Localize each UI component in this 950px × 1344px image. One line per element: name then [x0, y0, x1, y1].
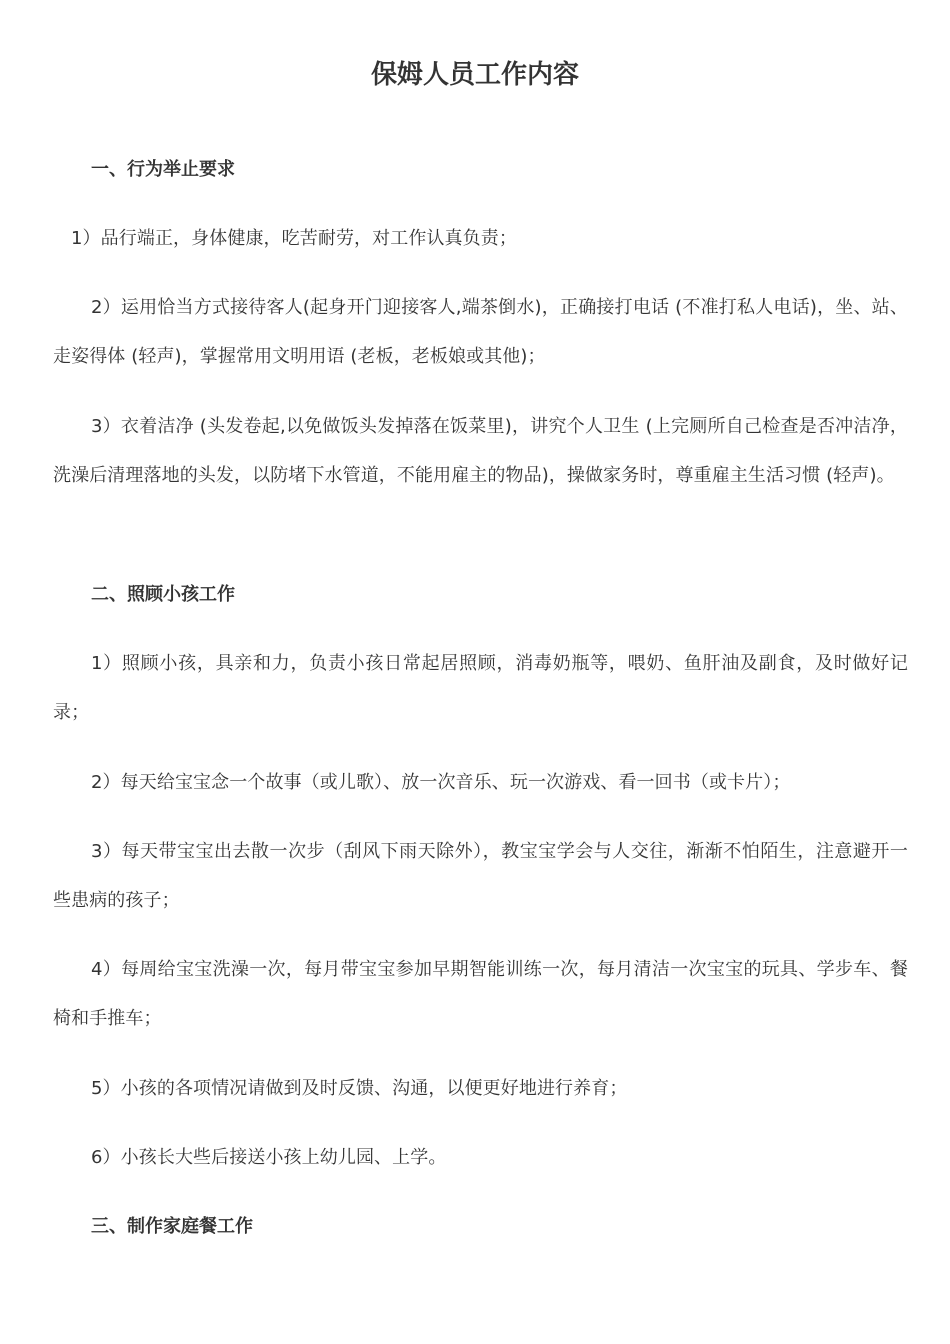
- list-item: 6）小孩长大些后接送小孩上幼儿园、上学。: [91, 1147, 447, 1168]
- section-heading-family-meals: 三、制作家庭餐工作: [91, 1216, 253, 1237]
- list-item: 4）每周给宝宝洗澡一次，每月带宝宝参加早期智能训练一次，每月清洁一次宝宝的玩具、学步车、餐椅和手推车；: [53, 959, 908, 1029]
- list-item: 1）照顾小孩，具亲和力，负责小孩日常起居照顾，消毒奶瓶等，喂奶、鱼肝油及副食，及时做好记录；: [53, 653, 908, 723]
- section-heading-childcare: 二、照顾小孩工作: [91, 584, 235, 605]
- list-item: 2）每天给宝宝念一个故事（或儿歌）、放一次音乐、玩一次游戏、看一回书（或卡片）；: [91, 772, 791, 793]
- section-heading-conduct: 一、行为举止要求: [91, 159, 235, 180]
- list-item: 2）运用恰当方式接待客人(起身开门迎接客人,端茶倒水)，正确接打电话 (不准打私人电话)，坐、站、走姿得体 (轻声)，掌握常用文明用语 (老板，老板娘或其他)；: [53, 297, 908, 367]
- list-item: 3）衣着洁净 (头发卷起,以免做饭头发掉落在饭菜里)，讲究个人卫生 (上完厕所自己检查是否冲洁净，洗澡后清理落地的头发，以防堵下水管道，不能用雇主的物品)，操做家务时，尊重雇主生活习惯 (轻声)。: [53, 416, 908, 486]
- list-item: 3）每天带宝宝出去散一次步（刮风下雨天除外），教宝宝学会与人交往，渐渐不怕陌生，注意避开一些患病的孩子；: [53, 841, 908, 911]
- page-title: 保姆人员工作内容: [370, 60, 579, 90]
- list-item: 1）品行端正，身体健康，吃苦耐劳，对工作认真负责；: [71, 228, 517, 249]
- list-item: 5）小孩的各项情况请做到及时反馈、沟通，以便更好地进行养育；: [91, 1078, 628, 1099]
